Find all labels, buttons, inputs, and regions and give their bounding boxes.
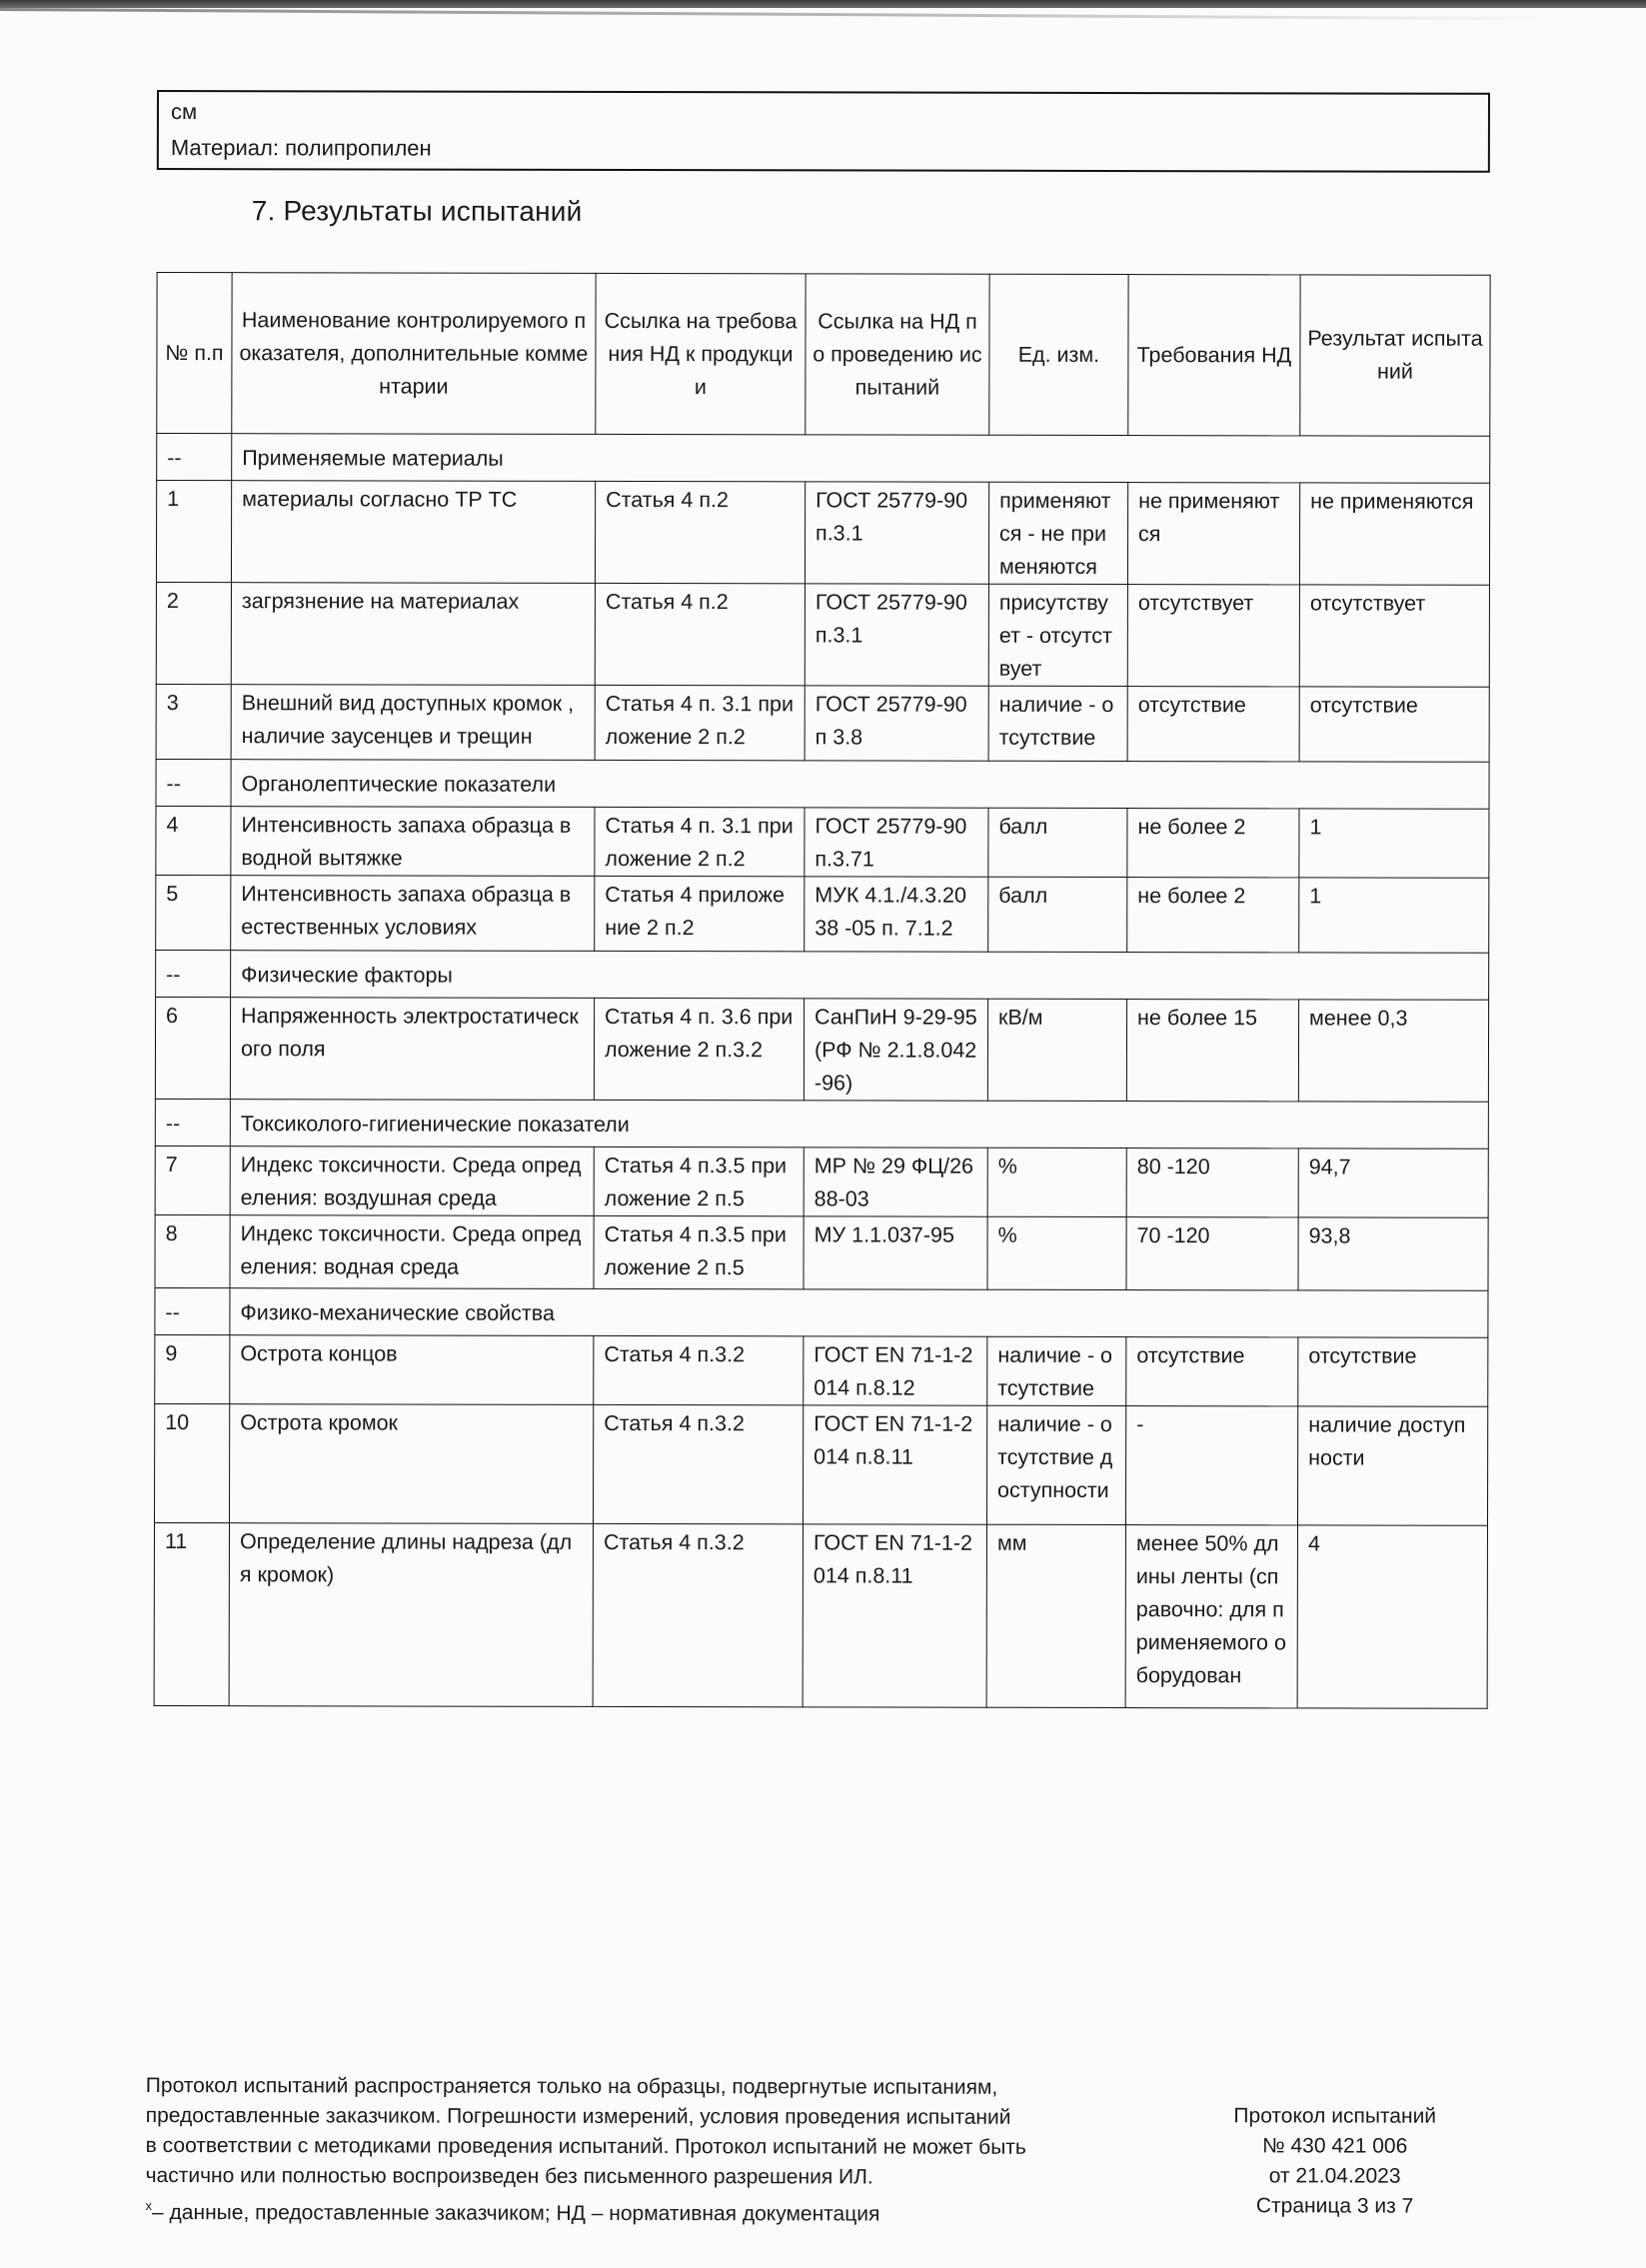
info-line-material: Материал: полипропилен [170, 135, 432, 161]
group-row [155, 1288, 1488, 1338]
group-marker: -- [157, 434, 232, 481]
protocol-reference [1185, 2101, 1485, 2222]
row-indicator: Интенсивность запаха образца в естественных условиях [231, 876, 595, 952]
group-title: Физико-механические свойства [230, 1288, 1488, 1338]
row-unit: наличие - отсутствие [987, 1336, 1126, 1405]
row-indicator: Интенсивность запаха образца в водной вытяжке [231, 807, 595, 877]
row-number: 11 [154, 1523, 229, 1706]
row-test-method-ref: ГОСТ EN 71-1-2014 п.8.11 [803, 1524, 986, 1707]
row-indicator: Напряженность электростатического поля [230, 998, 594, 1101]
page-number: Страница 3 из 7 [1255, 2194, 1414, 2218]
footnote-text: – данные, предоставленные заказчиком; НД – нормативная документация [152, 2200, 880, 2226]
row-result: менее 0,3 [1298, 1000, 1488, 1102]
row-indicator: Индекс токсичности. Среда определения: воздушная среда [230, 1146, 594, 1216]
group-marker: -- [155, 1100, 230, 1146]
table-row [154, 1404, 1487, 1526]
row-number: 1 [156, 481, 231, 583]
row-indicator: Острота концов [230, 1335, 594, 1405]
group-row [156, 760, 1489, 810]
row-product-requirements-ref: Статья 4 п. 3.6 приложение 2 п.3.2 [594, 998, 804, 1100]
row-requirements: менее 50% длины ленты (справочно: для применяемого оборудован [1125, 1525, 1297, 1708]
row-requirements: отсутствует [1127, 585, 1299, 687]
group-row [157, 434, 1490, 484]
footnote-mark: x [145, 2197, 153, 2213]
table-row [156, 876, 1489, 954]
row-number: 4 [156, 807, 231, 876]
row-result: 1 [1299, 809, 1489, 878]
table-row [156, 481, 1489, 586]
row-unit: кВ/м [987, 999, 1126, 1101]
row-result: 4 [1297, 1525, 1487, 1708]
header-requirements: Требования НД [1128, 275, 1300, 436]
footnote [146, 2191, 1185, 2230]
header-indicator: Наименование контролируемого показателя, дополнительные комментарии [232, 273, 596, 435]
row-result: 1 [1299, 878, 1489, 953]
table-header-row [157, 273, 1490, 437]
product-info-box [157, 90, 1490, 173]
row-requirements: не более 15 [1126, 1000, 1298, 1102]
group-title: Применяемые материалы [232, 434, 1490, 484]
disclaimer-line: частично или полностью воспроизведен без письменного разрешения ИЛ. [145, 2163, 873, 2189]
row-test-method-ref: СанПиН 9-29-95 (РФ № 2.1.8.042-96) [804, 999, 987, 1101]
row-unit: присутствует - отсутствует [988, 584, 1127, 686]
row-result: 93,8 [1298, 1217, 1488, 1290]
row-number: 10 [154, 1404, 229, 1523]
row-test-method-ref: ГОСТ 25779-90 п 3.8 [805, 686, 988, 761]
row-number: 5 [156, 876, 231, 951]
header-test-method-ref: Ссылка на НД по проведению испытаний [806, 274, 989, 435]
row-test-method-ref: МУ 1.1.037-95 [804, 1216, 987, 1289]
row-number: 6 [155, 998, 230, 1100]
row-result: отсутствие [1299, 687, 1489, 762]
row-test-method-ref: ГОСТ 25779-90 п.3.71 [805, 808, 988, 877]
group-marker: -- [156, 760, 231, 807]
row-test-method-ref: МР № 29 ФЦ/2688-03 [804, 1147, 987, 1216]
info-line-unit: см [170, 99, 198, 125]
results-table [154, 272, 1491, 1709]
group-row [155, 1100, 1488, 1149]
row-number: 8 [155, 1215, 230, 1288]
row-indicator: Внешний вид доступных кромок , наличие заусенцев и трещин [231, 685, 595, 761]
results-body [154, 434, 1490, 1709]
group-title: Токсиколого-гигиенические показатели [230, 1100, 1488, 1149]
group-marker: -- [156, 951, 231, 998]
row-test-method-ref: ГОСТ EN 71-1-2014 п.8.12 [804, 1336, 987, 1405]
protocol-number: № 430 421 006 [1262, 2134, 1408, 2158]
row-unit: балл [988, 877, 1127, 952]
row-product-requirements-ref: Статья 4 п.3.2 [594, 1335, 804, 1404]
row-requirements: не более 2 [1127, 809, 1299, 878]
table-row [156, 685, 1489, 763]
row-unit: мм [986, 1524, 1125, 1707]
protocol-date: от 21.04.2023 [1268, 2164, 1401, 2188]
header-number: № п.п [157, 273, 232, 434]
row-indicator: Индекс токсичности. Среда определения: водная среда [230, 1215, 594, 1289]
row-unit: наличие - отсутствие [988, 686, 1127, 761]
table-row [154, 1523, 1487, 1709]
row-unit: балл [988, 808, 1127, 877]
table-row [156, 583, 1489, 688]
row-number: 9 [155, 1335, 230, 1404]
row-unit: наличие - отсутствие доступности [986, 1405, 1125, 1524]
disclaimer-line: Протокол испытаний распространяется только на образцы, подвергнутые испытаниям, [145, 2073, 998, 2099]
header-result: Результат испытаний [1300, 275, 1490, 436]
row-product-requirements-ref: Статья 4 п.3.2 [593, 1404, 803, 1523]
row-product-requirements-ref: Статья 4 п.2 [595, 481, 805, 583]
row-number: 2 [156, 583, 231, 685]
row-result: 94,7 [1298, 1148, 1488, 1217]
row-number: 3 [156, 685, 231, 760]
row-unit: % [987, 1216, 1126, 1289]
row-requirements: - [1125, 1406, 1297, 1525]
group-title: Органолептические показатели [231, 760, 1489, 810]
row-requirements: отсутствие [1126, 1337, 1298, 1406]
row-product-requirements-ref: Статья 4 п.3.5 приложение 2 п.5 [594, 1146, 804, 1215]
row-result: отсутствует [1299, 585, 1489, 687]
header-product-requirements-ref: Ссылка на требования НД к продукции [596, 273, 806, 434]
row-product-requirements-ref: Статья 4 п.2 [595, 583, 805, 685]
header-unit: Ед. изм. [989, 274, 1128, 435]
row-test-method-ref: МУК 4.1./4.3.2038 -05 п. 7.1.2 [805, 877, 988, 952]
row-requirements: 70 -120 [1126, 1217, 1298, 1290]
row-result: отсутствие [1298, 1337, 1488, 1406]
row-result: не применяются [1299, 483, 1489, 585]
group-title: Физические факторы [231, 951, 1489, 1001]
row-product-requirements-ref: Статья 4 п.3.2 [593, 1523, 803, 1706]
table-row [155, 1146, 1488, 1218]
row-requirements: 80 -120 [1126, 1148, 1298, 1217]
row-product-requirements-ref: Статья 4 п. 3.1 приложение 2 п.2 [595, 807, 805, 876]
row-product-requirements-ref: Статья 4 п.3.5 приложение 2 п.5 [594, 1215, 804, 1288]
row-requirements: отсутствие [1127, 687, 1299, 762]
group-row [156, 951, 1489, 1001]
table-row [155, 1335, 1488, 1407]
row-indicator: Острота кромок [229, 1404, 593, 1524]
row-indicator: Определение длины надреза (для кромок) [229, 1523, 593, 1707]
section-title: 7. Результаты испытаний [251, 195, 583, 227]
row-number: 7 [155, 1146, 230, 1215]
row-result: наличие доступности [1297, 1406, 1487, 1525]
row-requirements: не более 2 [1127, 878, 1299, 953]
disclaimer-line: предоставленные заказчиком. Погрешности измерений, условия проведения испытаний [145, 2103, 1011, 2129]
row-requirements: не применяются [1127, 483, 1299, 585]
row-indicator: материалы согласно ТР ТС [231, 481, 595, 584]
protocol-title: Протокол испытаний [1233, 2104, 1437, 2128]
footer-disclaimer [146, 2071, 1185, 2230]
row-unit: применяются - не применяются [988, 482, 1127, 584]
table-row [155, 1215, 1488, 1291]
row-test-method-ref: ГОСТ EN 71-1-2014 п.8.11 [803, 1405, 986, 1524]
disclaimer-line: в соответствии с методиками проведения испытаний. Протокол испытаний не может быть [145, 2133, 1026, 2159]
row-product-requirements-ref: Статья 4 п. 3.1 приложение 2 п.2 [595, 685, 805, 760]
row-unit: % [987, 1147, 1126, 1216]
row-test-method-ref: ГОСТ 25779-90 п.3.1 [805, 584, 988, 686]
row-test-method-ref: ГОСТ 25779-90 п.3.1 [805, 482, 988, 584]
row-product-requirements-ref: Статья 4 приложение 2 п.2 [595, 876, 805, 951]
table-row [156, 807, 1489, 879]
table-row [155, 998, 1488, 1103]
row-indicator: загрязнение на материалах [231, 583, 595, 686]
group-marker: -- [155, 1288, 230, 1335]
